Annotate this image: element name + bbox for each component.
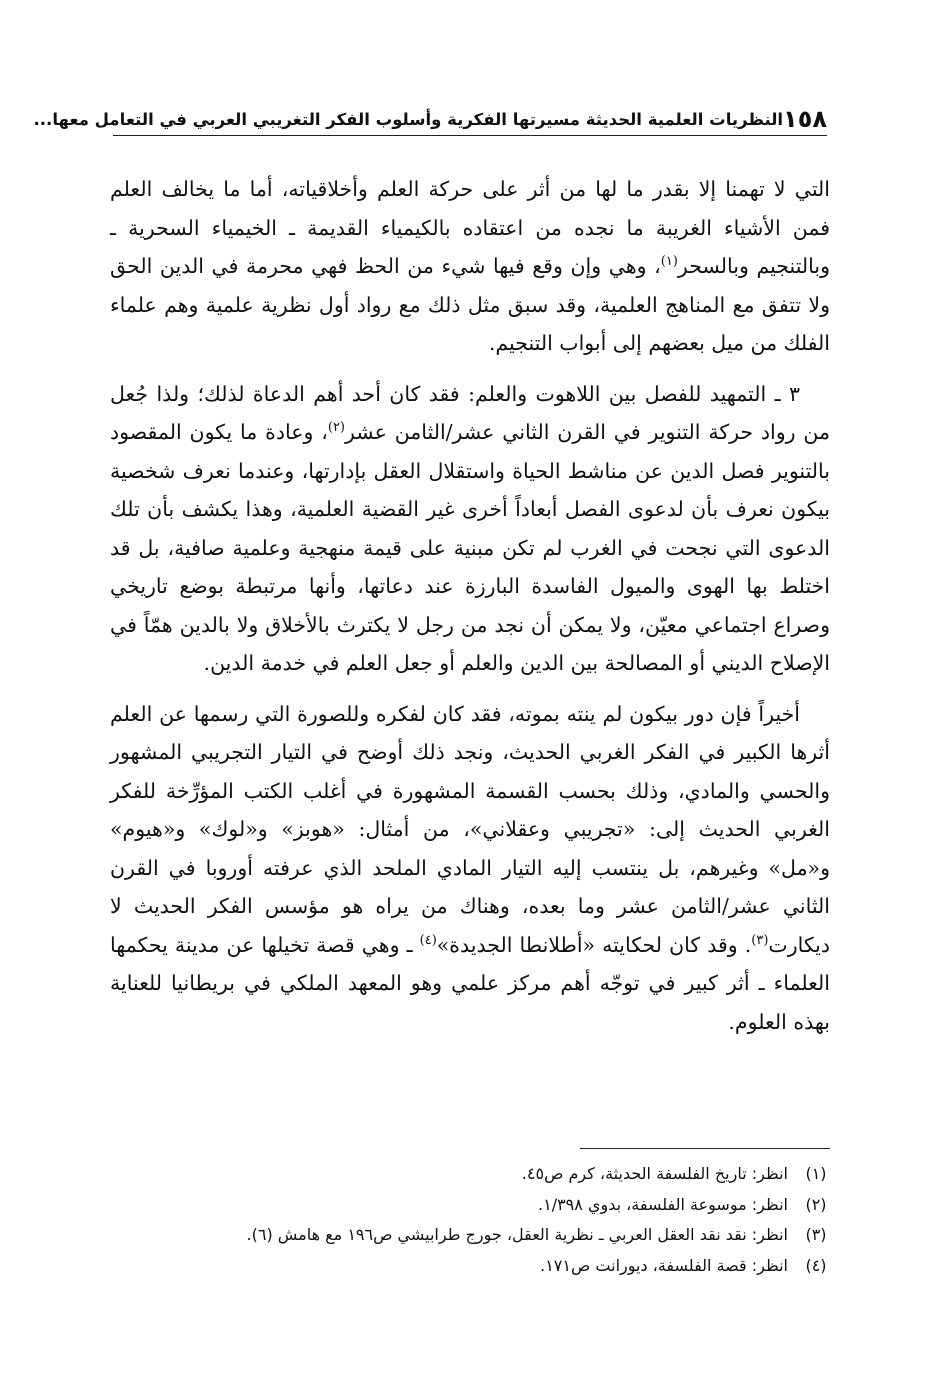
footnote-number: (٣) <box>805 1225 827 1244</box>
paragraph-text: ٣ ـ التمهيد للفصل بين اللاهوت والعلم: فقد كان أحد أهم الدعاة لذلك؛ ولذا جُعل من رواد حركة التنوير في القرن الثاني عشر/الثامن عشر <box>110 381 830 444</box>
footnote-ref-2[interactable]: (٢) <box>327 420 345 436</box>
page-number: ١٥٨ <box>783 105 827 133</box>
footnote-2 <box>110 1190 830 1221</box>
footnote-ref-1[interactable]: (١) <box>660 254 678 270</box>
footnote-text: انظر: قصة الفلسفة، ديورانت ص١٧١. <box>540 1255 788 1275</box>
footnote-ref-3[interactable]: (٣) <box>751 932 769 948</box>
footnote-text: انظر: تاريخ الفلسفة الحديثة، كرم ص٤٥. <box>521 1164 788 1183</box>
paragraph-text: أخيراً فإن دور بيكون لم ينته بموته، فقد كان لفكره وللصورة التي رسمها عن العلم أثرها الكبير في الفكر الغربي الحديث، ونجد ذلك أوضح في التيار التجريبي المشهور والحسي والمادي، وذلك بحسب القسمة المشهورة في أغلب الكتب المؤرِّخة للفكر الغربي الحديث إلى: «تجريبي وعقلاني»، من أمثال: «هوبز» و«لوك» و«هيوم» و«مل» وغيرهم، بل ينتسب إليه التيار المادي الملحد الذي عرفته أوروبا في القرن الثاني عشر/الثامن عشر وما بعده، وهناك من يراه هو مؤسس الفكر الحديث لا ديكارت <box>110 701 830 957</box>
footnote-number: (٢) <box>805 1194 827 1214</box>
footnote-text: انظر: نقد نقد العقل العربي ـ نظرية العقل، جورج طرابيشي ص١٩٦ مع هامش (٦). <box>246 1225 788 1244</box>
footnote-1 <box>110 1159 830 1190</box>
paragraph-text: ـ وهي قصة تخيلها عن مدينة يحكمها العلماء ـ أثر كبير في توجّه أهم مركز علمي وهو المعهد الملكي في بريطانيا للعناية بهذه العلوم. <box>110 932 830 1034</box>
footnote-number: (١) <box>805 1164 827 1183</box>
paragraph-text: . وقد كان لحكايته «أطلانطا الجديدة» <box>436 932 752 957</box>
main-text <box>110 170 830 1041</box>
footnote-number: (٤) <box>805 1255 827 1275</box>
footnote-ref-4[interactable]: (٤) <box>419 932 437 948</box>
page-header <box>33 104 827 136</box>
paragraph-2 <box>110 375 830 683</box>
footnotes <box>110 1148 830 1281</box>
paragraph-text: ، وعادة ما يكون المقصود بالتنوير فصل الدين عن مناشط الحياة واستقلال العقل بإدارتها، وعندما نعرف شخصية بيكون نعرف بأن لدعوى الفصل أبعاداً أخرى غير القضية العلمية، وهذا يكشف بأن تلك الدعوى التي نجحت في الغرب لم تكن مبنية على قيمة منهجية وعلمية صافية، بل قد اختلط بها الهوى والميول الفاسدة البارزة عند دعاتها، وأنها مرتبطة بوضع تاريخي وصراع اجتماعي معيّن، ولا يمكن أن نجد من رجل لا يكترث بالأخلاق ولا بالدين همّاً في الإصلاح الديني أو المصالحة بين الدين والعلم أو جعل العلم في خدمة الدين. <box>110 420 830 675</box>
footnote-separator <box>580 1148 830 1149</box>
paragraph-text: ، وهي وإن وقع فيها شيء من الحظ فهي محرمة في الدين الحق ولا تتفق مع المناهج العلمية، وقد سبق مثل ذلك مع رواد أول نظرية علمية وهم علماء الفلك من ميل بعضهم إلى أبواب التنجيم. <box>110 254 830 355</box>
paragraph-1 <box>110 170 830 363</box>
running-title: النظريات العلمية الحديثة مسيرتها الفكرية وأسلوب الفكر التغريبي العربي في التعامل معها... <box>33 110 784 129</box>
paragraph-text: التي لا تهمنا إلا بقدر ما لها من أثر على حركة العلم وأخلاقياته، أما ما يخالف العلم فمن الأشياء الغريبة ما نجده من اعتقاده بالكيمياء القديمة ـ الخيمياء السحرية ـ وبالتنجيم وبالسحر <box>110 177 830 278</box>
footnote-4 <box>110 1251 830 1282</box>
footnote-text: انظر: موسوعة الفلسفة، بدوي ١/٣٩٨. <box>538 1194 788 1214</box>
footnote-3 <box>110 1220 830 1251</box>
paragraph-3 <box>110 695 830 1042</box>
